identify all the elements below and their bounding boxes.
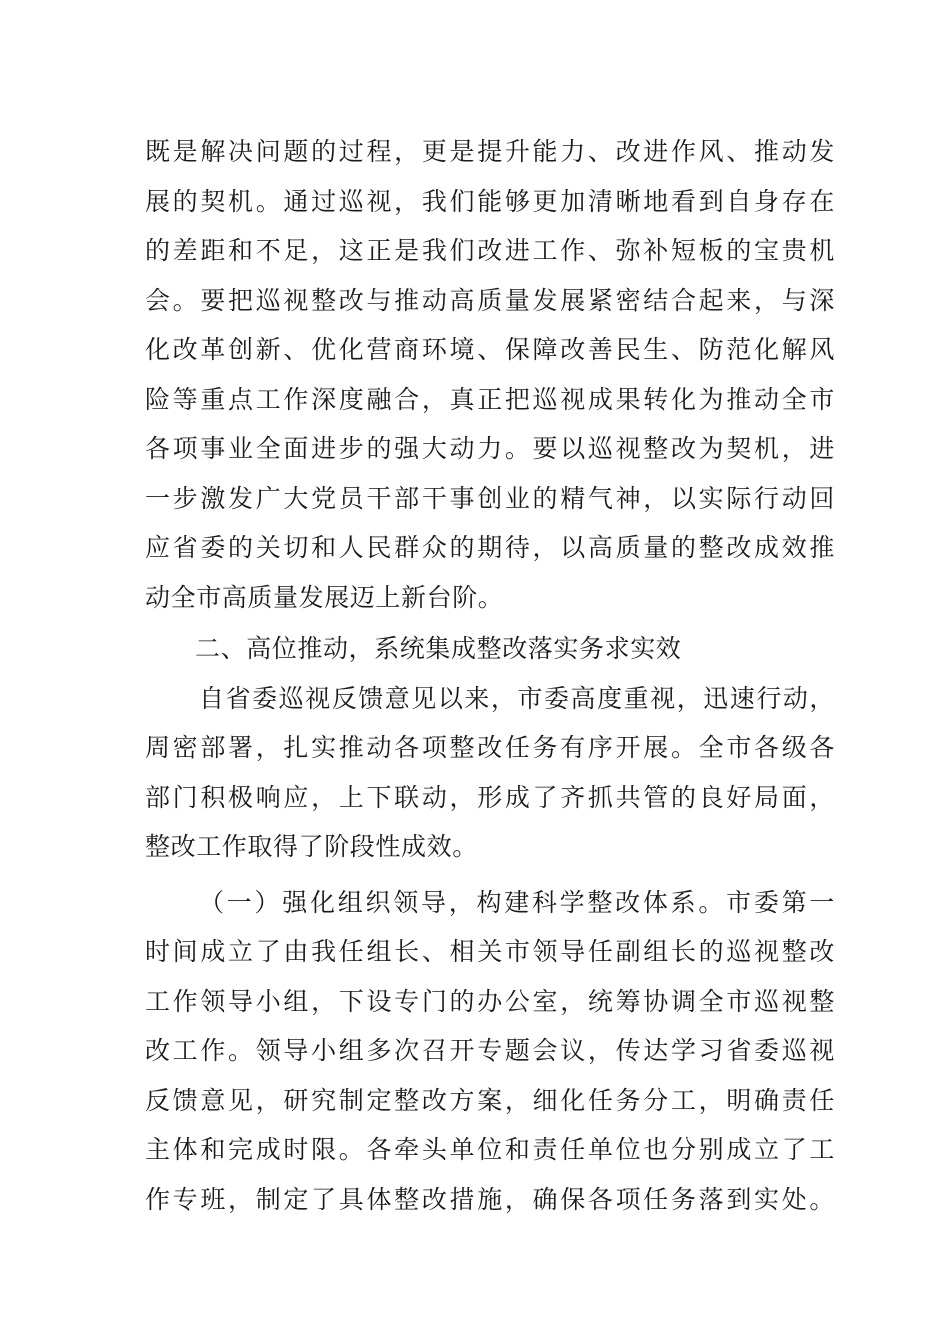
text-line: 的差距和不足，这正是我们改进工作、弥补短板的宝贵机 [145,236,835,265]
text-line: 部门积极响应，上下联动，形成了齐抓共管的良好局面， [145,782,835,812]
text-line: 各项事业全面进步的强大动力。要以巡视整改为契机，进 [145,434,835,463]
text-line: 周密部署，扎实推动各项整改任务有序开展。全市各级各 [145,733,835,762]
section-heading [145,624,835,674]
heading-text: 二、高位推动，系统集成整改落实务求实效 [195,634,682,663]
text-line: 一步激发广大党员干部干事创业的精气神，以实际行动回 [145,483,835,513]
text-line: 动全市高质量发展迈上新台阶。 [145,582,504,612]
text-line: 反馈意见，研究制定整改方案，细化任务分工，明确责任 [145,1085,835,1115]
text-line: 工作领导小组，下设专门的办公室，统筹协调全市巡视整 [145,986,835,1016]
paragraph-3 [145,878,835,1225]
text-line: 应省委的关切和人民群众的期待，以高质量的整改成效推 [145,533,835,562]
text-line: 会。要把巡视整改与推动高质量发展紧密结合起来，与深 [145,285,835,315]
text-line: 时间成立了由我任组长、相关市领导任副组长的巡视整改 [145,937,835,966]
text-line: （一）强化组织领导，构建科学整改体系。市委第一 [199,887,835,917]
text-line: 主体和完成时限。各牵头单位和责任单位也分别成立了工 [145,1135,835,1164]
text-line: 险等重点工作深度融合，真正把巡视成果转化为推动全市 [145,384,835,414]
paragraph-2 [145,674,835,872]
text-line: 自省委巡视反馈意见以来，市委高度重视，迅速行动， [199,683,835,713]
text-line: 作专班，制定了具体整改措施，确保各项任务落到实处。 [145,1184,835,1214]
text-line: 改工作。领导小组多次召开专题会议，传达学习省委巡视 [145,1036,835,1065]
text-line: 既是解决问题的过程，更是提升能力、改进作风、推动发 [145,137,835,166]
document-body [145,127,835,1224]
text-line: 化改革创新、优化营商环境、保障改善民生、防范化解风 [145,335,835,364]
paragraph-1 [145,127,835,622]
text-line: 展的契机。通过巡视，我们能够更加清晰地看到自身存在 [145,186,835,216]
text-line: 整改工作取得了阶段性成效。 [145,832,478,861]
